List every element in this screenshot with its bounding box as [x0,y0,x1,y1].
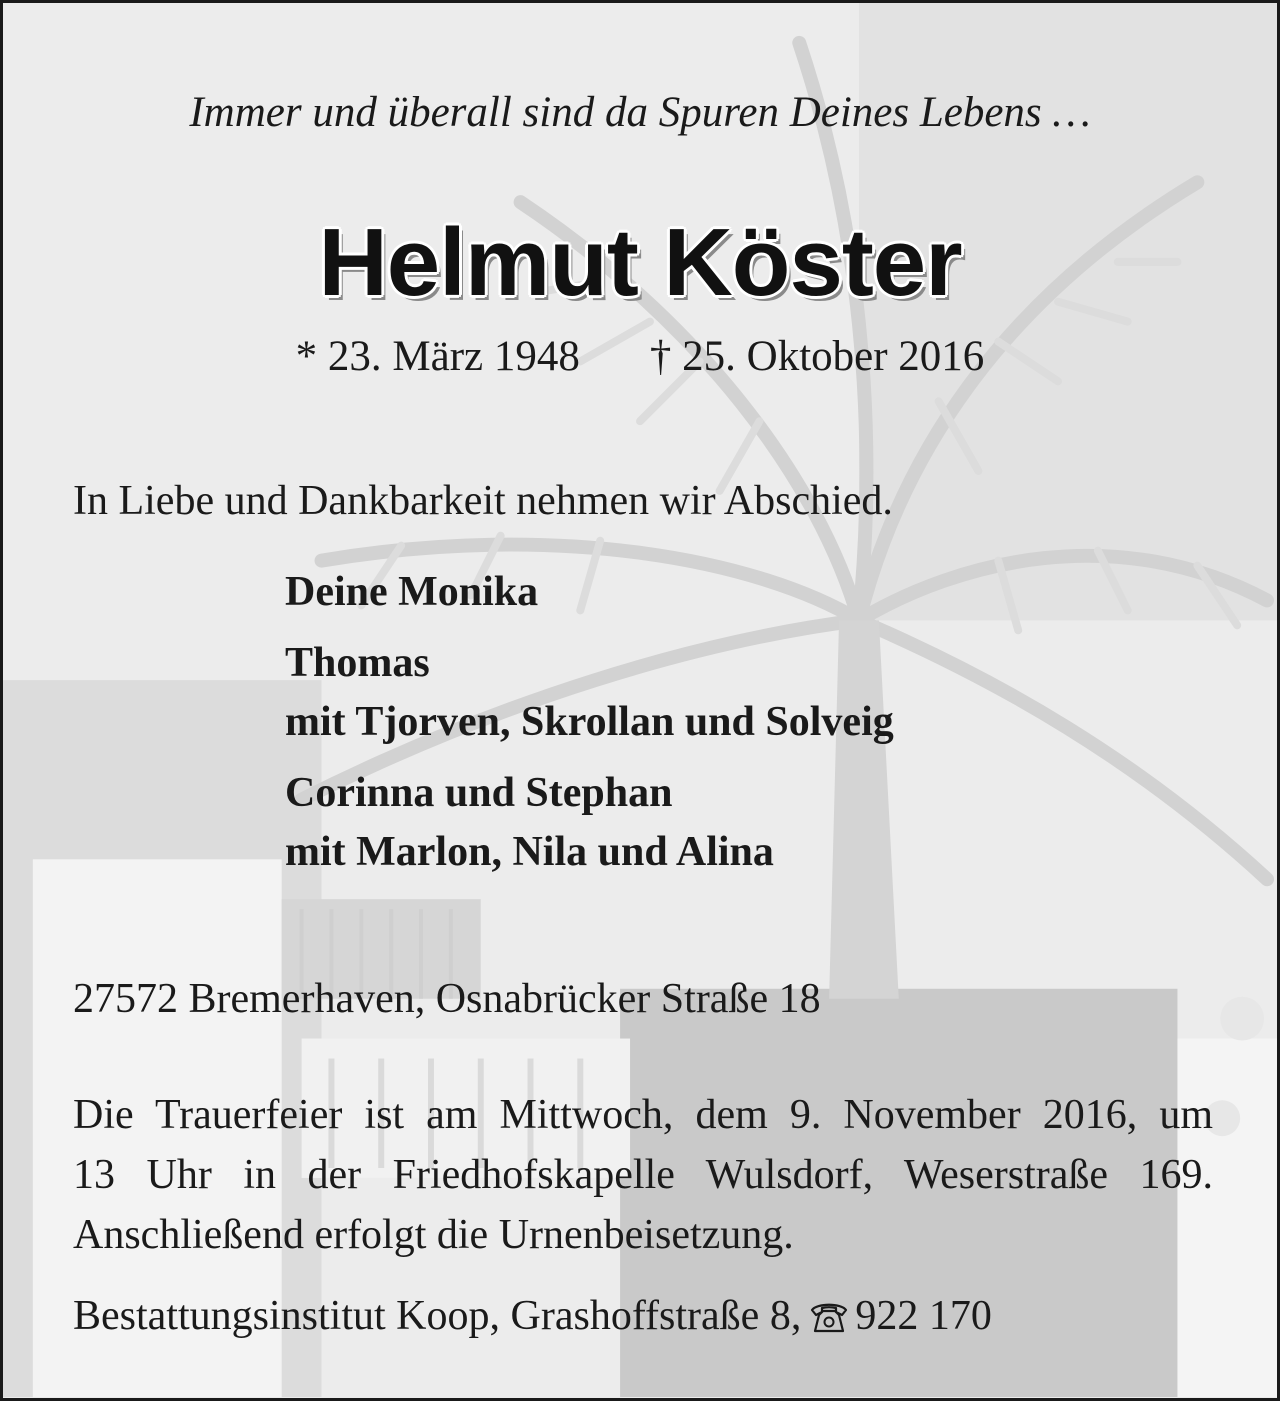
farewell-line: In Liebe und Dankbarkeit nehmen wir Abschied. [73,478,893,524]
mourner-group [285,764,894,882]
mourner-line: mit Marlon, Nila und Alina [285,829,774,875]
mourner-group [285,634,894,752]
mourner-line: mit Tjorven, Skrollan und Solveig [285,699,894,745]
undertaker-phone: 922 170 [855,1293,992,1339]
undertaker-line [73,1290,992,1348]
deceased-name: Helmut Köster [318,209,962,316]
telephone-icon [809,1296,849,1348]
family-address: 27572 Bremerhaven, Osnabrücker Straße 18 [73,976,821,1022]
motto-line: Immer und überall sind da Spuren Deines Lebens … [189,89,1091,136]
mourner-line: Thomas [285,640,430,686]
mourners-list [285,563,894,894]
birth-date: * 23. März 1948 [295,333,580,380]
death-date: † 25. Oktober 2016 [649,333,985,380]
mourner-line: Deine Monika [285,569,539,615]
ceremony-line: Anschließend erfolgt die Urnenbeisetzung. [73,1212,794,1258]
life-dates [3,331,1277,383]
ceremony-line: 13 Uhr in der Friedhofskapelle Wulsdorf, Weserstraße 169. [73,1152,1213,1198]
ceremony-line: Die Trauerfeier ist am Mittwoch, dem 9. November 2016, um [73,1092,1213,1138]
notice-content [3,3,1277,1398]
mourner-group [285,563,894,622]
mourner-line: Corinna und Stephan [285,770,673,816]
ceremony-details [73,1085,1213,1265]
undertaker-name-address: Bestattungsinstitut Koop, Grashoffstraße 8, [73,1293,802,1339]
